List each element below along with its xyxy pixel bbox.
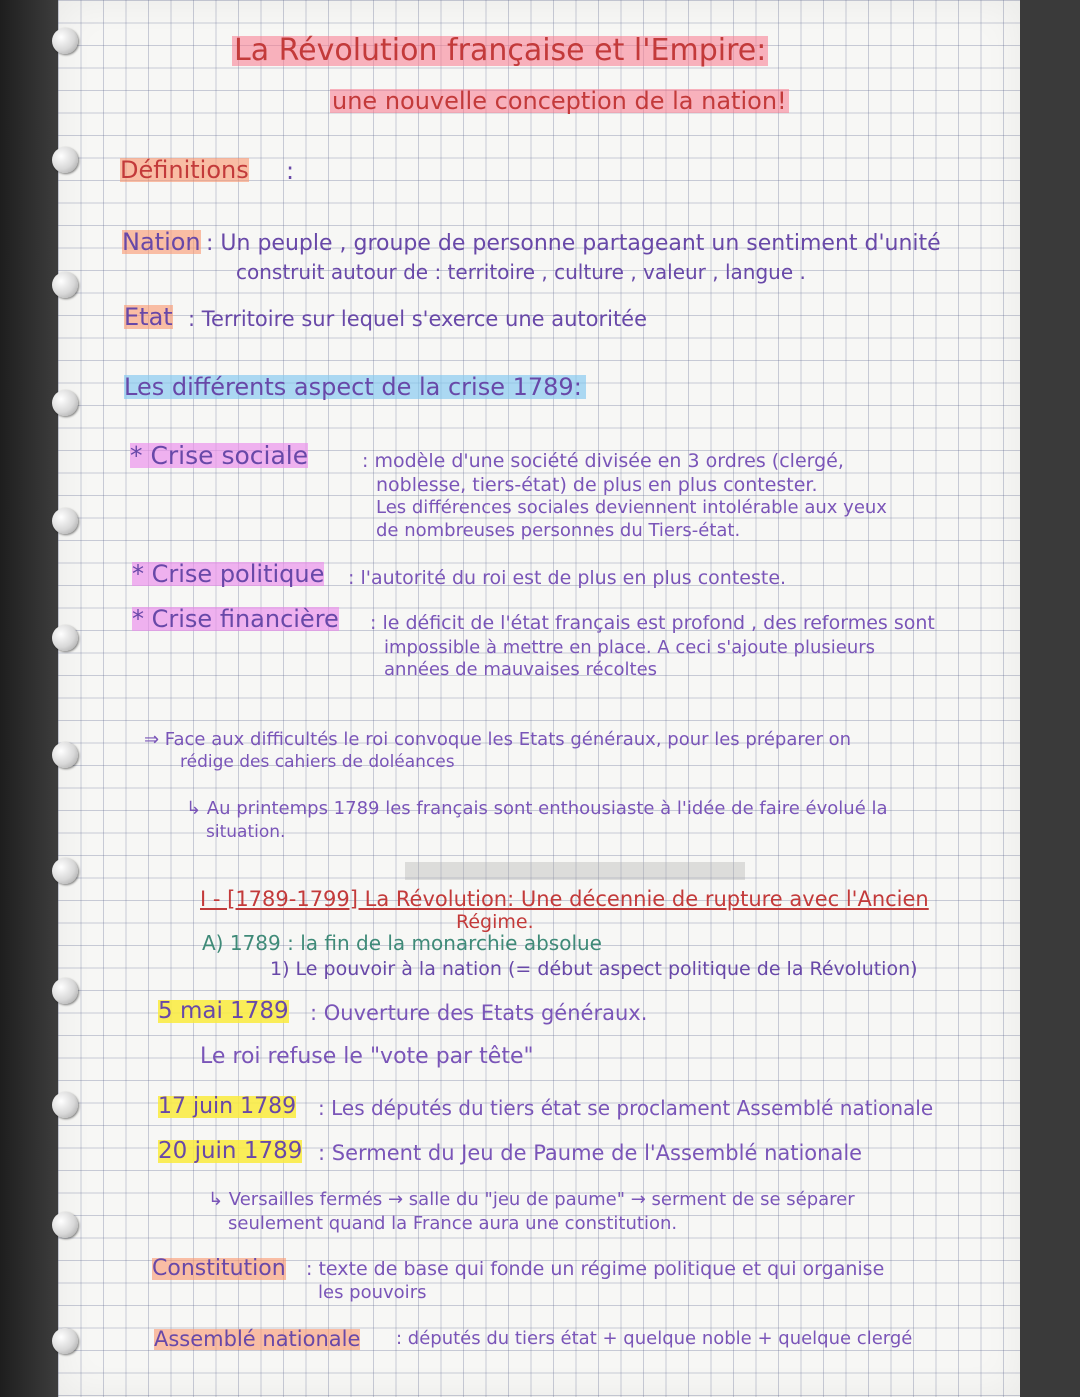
assemblee-term: Assemblé nationale	[154, 1327, 361, 1351]
definitions-heading: Définitions	[120, 156, 249, 184]
date-20-juin: 20 juin 1789	[158, 1138, 303, 1164]
binder-ring	[52, 978, 78, 1004]
constitution-definition-line2: les pouvoirs	[318, 1282, 427, 1303]
binder-ring	[52, 147, 78, 173]
nation-definition-line1: : Un peuple , groupe de personne partageant un sentiment d'unité	[206, 231, 941, 256]
subsection-one-heading: 1) Le pouvoir à la nation (= début aspect politique de la Révolution)	[270, 958, 918, 980]
crise-politique-term: * Crise politique	[132, 560, 325, 588]
binder-ring	[52, 272, 78, 298]
binder-ring	[52, 28, 78, 54]
binder-ring	[52, 508, 78, 534]
printemps-line1: ↳ Au printemps 1789 les français sont enthousiaste à l'idée de faire évolué la	[186, 798, 888, 819]
grid-paper-page	[58, 0, 1020, 1397]
eraser-smudge	[405, 862, 745, 880]
crise-financiere-line3: années de mauvaises récoltes	[384, 659, 658, 680]
assemblee-definition: : députés du tiers état + quelque noble + quelque clergé	[396, 1328, 913, 1349]
crise-financiere-line1: : le déficit de l'état français est profond , des reformes sont	[370, 612, 935, 634]
part-one-heading: I - [1789-1799] La Révolution: Une décennie de rupture avec l'Ancien	[200, 887, 929, 911]
crise-politique-definition: : l'autorité du roi est de plus en plus conteste.	[348, 567, 787, 589]
section-a-heading: A) 1789 : la fin de la monarchie absolue	[202, 931, 602, 955]
constitution-definition-line1: : texte de base qui fonde un régime politique et qui organise	[306, 1258, 885, 1280]
page-title: La Révolution française et l'Empire:	[234, 33, 767, 68]
etat-definition: : Territoire sur lequel s'exerce une autoritée	[188, 307, 648, 331]
crise-sociale-line1: : modèle d'une société divisée en 3 ordres (clergé,	[362, 450, 844, 472]
binder-ring	[52, 1328, 78, 1354]
page-subtitle: une nouvelle conception de la nation!	[332, 87, 787, 115]
crise-sociale-line2: noblesse, tiers-état) de plus en plus contester.	[376, 474, 818, 496]
binder-ring	[52, 1092, 78, 1118]
crise-sociale-line4: de nombreuses personnes du Tiers-état.	[376, 520, 741, 541]
crise-sociale-line3: Les différences sociales deviennent intolérable aux yeux	[376, 497, 887, 518]
face-difficultes-line1: ⇒ Face aux difficultés le roi convoque les Etats généraux, pour les préparer on	[144, 729, 851, 750]
face-difficultes-line2: rédige des cahiers de doléances	[180, 752, 455, 772]
nation-term: Nation	[122, 228, 201, 256]
versailles-line1: ↳ Versailles fermés → salle du "jeu de paume" → serment de se séparer	[208, 1189, 855, 1210]
etat-term: Etat	[124, 303, 173, 331]
nation-definition-line2: construit autour de : territoire , culture , valeur , langue .	[236, 260, 806, 284]
binder-ring	[52, 1212, 78, 1238]
definitions-colon: :	[286, 157, 295, 185]
crise-sociale-term: * Crise sociale	[130, 441, 309, 470]
constitution-term: Constitution	[152, 1256, 286, 1281]
date-5-mai: 5 mai 1789	[158, 998, 289, 1024]
event-17-juin: : Les députés du tiers état se proclament Assemblé nationale	[318, 1096, 934, 1120]
notebook-binding-strip	[0, 0, 58, 1397]
crise-financiere-term: * Crise financière	[132, 605, 339, 633]
event-5-mai: : Ouverture des Etats généraux.	[310, 1001, 648, 1025]
printemps-line2: situation.	[206, 822, 286, 842]
crise-financiere-line2: impossible à mettre en place. A ceci s'ajoute plusieurs	[384, 637, 876, 658]
binder-ring	[52, 742, 78, 768]
roi-refuse-note: Le roi refuse le "vote par tête"	[200, 1044, 534, 1069]
event-20-juin: : Serment du Jeu de Paume de l'Assemblé nationale	[318, 1141, 863, 1165]
binder-ring	[52, 390, 78, 416]
binder-ring	[52, 625, 78, 651]
versailles-line2: seulement quand la France aura une constitution.	[228, 1213, 678, 1234]
aspects-heading: Les différents aspect de la crise 1789:	[124, 375, 586, 399]
binder-ring	[52, 858, 78, 884]
date-17-juin: 17 juin 1789	[158, 1094, 297, 1119]
part-one-heading-line2: Régime.	[456, 911, 534, 933]
